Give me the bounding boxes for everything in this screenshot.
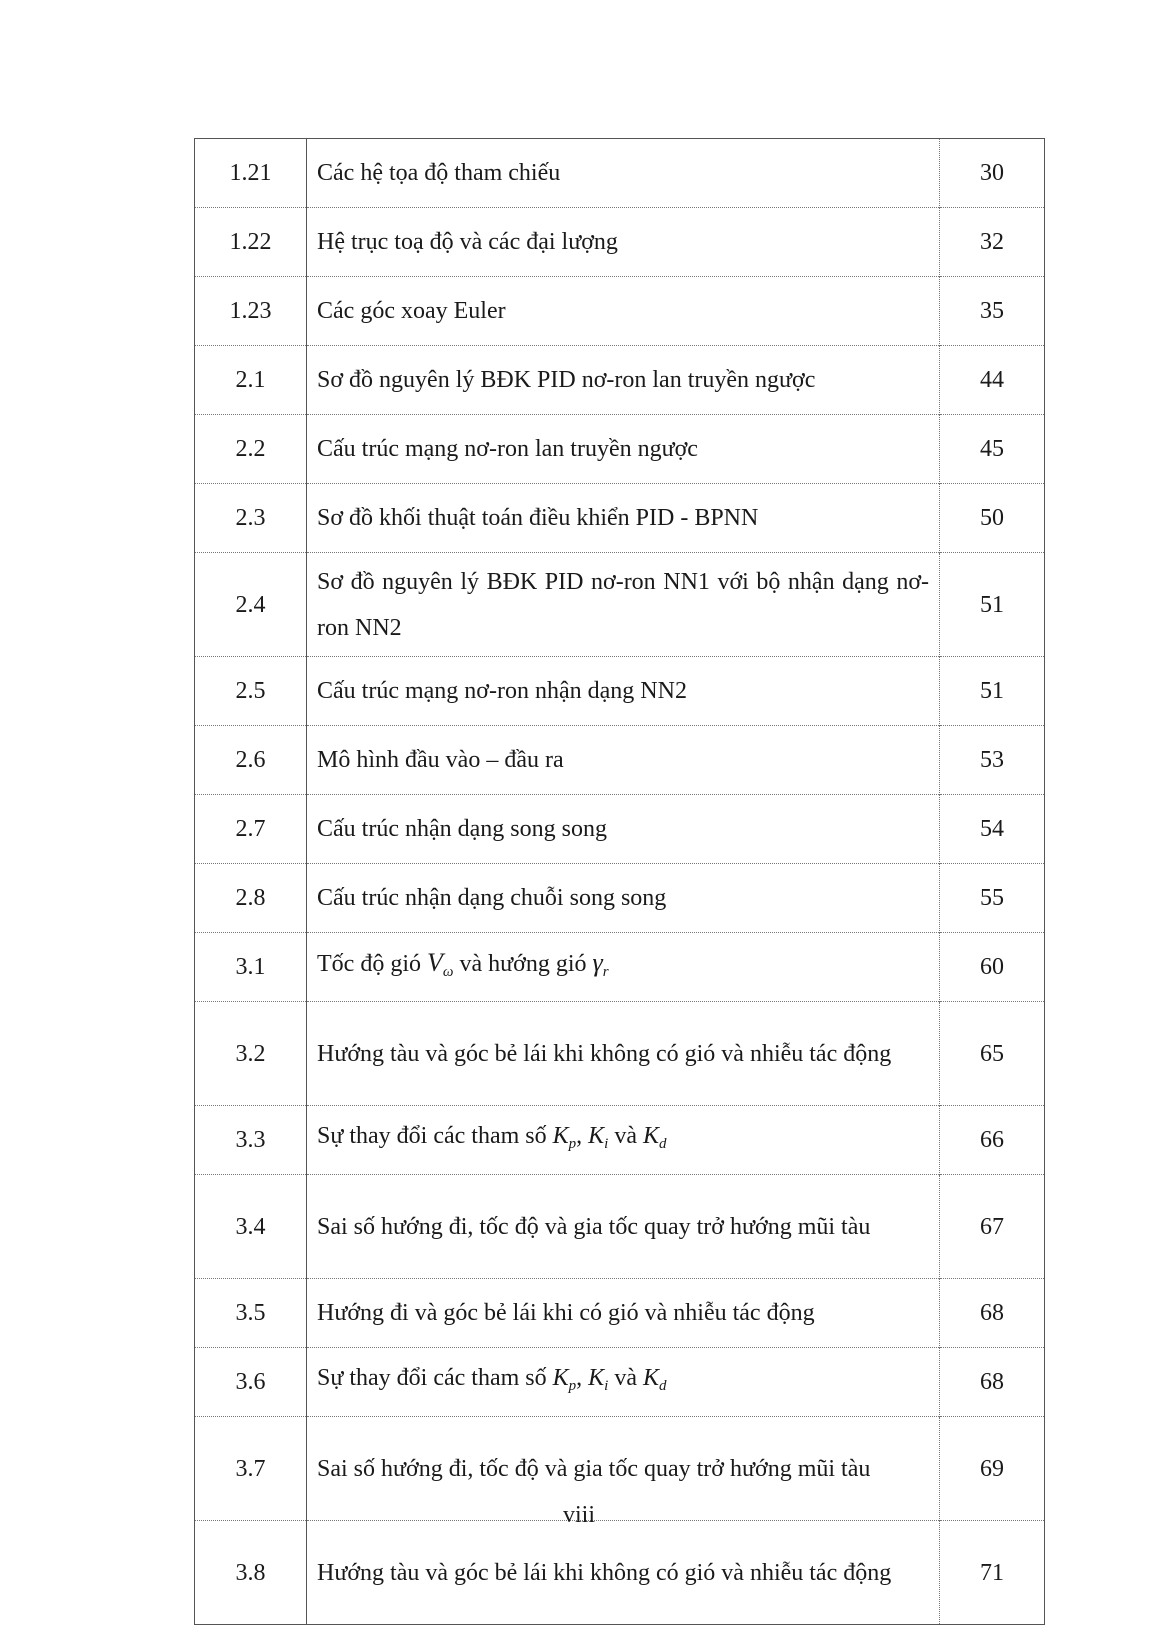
table-row: [195, 795, 1045, 864]
figure-page: 35: [980, 298, 1004, 324]
figure-page: 66: [980, 1127, 1004, 1153]
page-number: viii: [562, 1502, 595, 1528]
figure-caption: Sai số hướng đi, tốc độ và gia tốc quay trở hướng mũi tàu: [307, 1417, 940, 1521]
figure-page: 68: [980, 1369, 1004, 1395]
figure-page: 69: [980, 1455, 1004, 1482]
figure-caption: [307, 1348, 940, 1417]
math-symbol-k: K: [552, 1123, 569, 1149]
figure-page: 54: [980, 816, 1004, 842]
table-row: [195, 208, 1045, 277]
table-row: [195, 1175, 1045, 1279]
figure-number: 2.8: [195, 864, 307, 933]
math-symbol-k: K: [643, 1365, 660, 1391]
figure-page: 44: [980, 367, 1004, 393]
figure-caption: Các góc xoay Euler: [307, 277, 940, 346]
caption-text: Sự thay đổi các tham số: [317, 1365, 553, 1391]
math-subscript: p: [568, 1378, 577, 1394]
math-symbol-gamma: γ: [592, 947, 603, 977]
table-row: [195, 415, 1045, 484]
figure-page: 51: [980, 678, 1004, 704]
table-row: [195, 864, 1045, 933]
table-row: [195, 1279, 1045, 1348]
figure-number: 2.5: [195, 657, 307, 726]
math-subscript: i: [604, 1136, 609, 1152]
figure-number: 2.1: [195, 346, 307, 415]
caption-text: và: [608, 1365, 643, 1391]
figure-caption: Các hệ tọa độ tham chiếu: [307, 139, 940, 208]
caption-text: ,: [576, 1365, 589, 1391]
figure-number: 3.6: [195, 1348, 307, 1417]
figure-caption: Sơ đồ khối thuật toán điều khiển PID - BPNN: [307, 484, 940, 553]
figure-number: 3.4: [195, 1175, 307, 1279]
figure-number: 1.21: [195, 139, 307, 208]
math-subscript: ω: [442, 963, 454, 980]
figure-number: 3.3: [195, 1106, 307, 1175]
caption-text: Sự thay đổi các tham số: [317, 1123, 553, 1149]
table-row: [195, 346, 1045, 415]
figure-number: 2.2: [195, 415, 307, 484]
math-subscript: p: [568, 1136, 577, 1152]
table-row: [195, 277, 1045, 346]
figure-page: 50: [980, 505, 1004, 531]
table-row: [195, 1106, 1045, 1175]
figure-caption: Hướng tàu và góc bẻ lái khi không có gió và nhiễu tác động: [307, 1521, 940, 1625]
figure-caption: Cấu trúc nhận dạng chuỗi song song: [307, 864, 940, 933]
figure-number: 1.22: [195, 208, 307, 277]
figure-caption: Sơ đồ nguyên lý BĐK PID nơ-ron NN1 với bộ nhận dạng nơ-ron NN2: [307, 553, 940, 657]
table-row: [195, 1348, 1045, 1417]
figure-number: 3.2: [195, 1002, 307, 1106]
caption-text: Tốc độ gió: [317, 950, 427, 977]
figure-caption: Sai số hướng đi, tốc độ và gia tốc quay trở hướng mũi tàu: [307, 1175, 940, 1279]
table-row: [195, 1521, 1045, 1625]
figure-caption: Mô hình đầu vào – đầu ra: [307, 726, 940, 795]
figure-number: 3.7: [195, 1417, 307, 1521]
figure-number: 2.3: [195, 484, 307, 553]
figure-number: 1.23: [195, 277, 307, 346]
math-subscript: i: [604, 1378, 609, 1394]
figure-list-table: [194, 138, 1045, 1625]
math-subscript: d: [659, 1378, 667, 1394]
figure-number: 2.7: [195, 795, 307, 864]
table-row: [195, 553, 1045, 657]
table-row: [195, 657, 1045, 726]
figure-caption: Sơ đồ nguyên lý BĐK PID nơ-ron lan truyền ngược: [307, 346, 940, 415]
table-row: [195, 1002, 1045, 1106]
figure-page: 32: [980, 229, 1004, 255]
figure-page: 53: [980, 747, 1004, 773]
table-row: [195, 933, 1045, 1002]
math-symbol-v: V: [426, 947, 443, 977]
table-row: [195, 484, 1045, 553]
figure-number: 3.5: [195, 1279, 307, 1348]
figure-caption: Cấu trúc mạng nơ-ron nhận dạng NN2: [307, 657, 940, 726]
figure-caption: Hướng đi và góc bẻ lái khi có gió và nhiễu tác động: [307, 1279, 940, 1348]
math-symbol-k: K: [588, 1365, 605, 1391]
math-symbol-k: K: [552, 1365, 569, 1391]
math-symbol-k: K: [588, 1123, 605, 1149]
figure-page: 68: [980, 1300, 1004, 1326]
math-subscript: d: [659, 1136, 667, 1152]
math-subscript: r: [602, 963, 609, 980]
figure-page: 51: [980, 591, 1004, 618]
figure-page: 55: [980, 885, 1004, 911]
figure-caption: Hệ trục toạ độ và các đại lượng: [307, 208, 940, 277]
table-row: [195, 139, 1045, 208]
figure-caption: [307, 1106, 940, 1175]
figure-caption: Hướng tàu và góc bẻ lái khi không có gió và nhiễu tác động: [307, 1002, 940, 1106]
figure-caption: [307, 933, 940, 1002]
figure-caption: Cấu trúc nhận dạng song song: [307, 795, 940, 864]
figure-page: 30: [980, 160, 1004, 186]
table-row: [195, 726, 1045, 795]
figure-number: 3.8: [195, 1521, 307, 1625]
math-symbol-k: K: [643, 1123, 660, 1149]
figure-number: 2.6: [195, 726, 307, 795]
caption-text: và hướng gió: [453, 950, 593, 977]
figure-page: 60: [980, 954, 1004, 980]
figure-page: 71: [980, 1559, 1004, 1586]
caption-text: ,: [576, 1123, 589, 1149]
figure-page: 65: [980, 1040, 1004, 1067]
figure-number: 3.1: [195, 933, 307, 1002]
figure-page: 45: [980, 436, 1004, 462]
figure-page: 67: [980, 1213, 1004, 1240]
figure-caption: Cấu trúc mạng nơ-ron lan truyền ngược: [307, 415, 940, 484]
figure-number: 2.4: [195, 553, 307, 657]
caption-text: và: [608, 1123, 643, 1149]
